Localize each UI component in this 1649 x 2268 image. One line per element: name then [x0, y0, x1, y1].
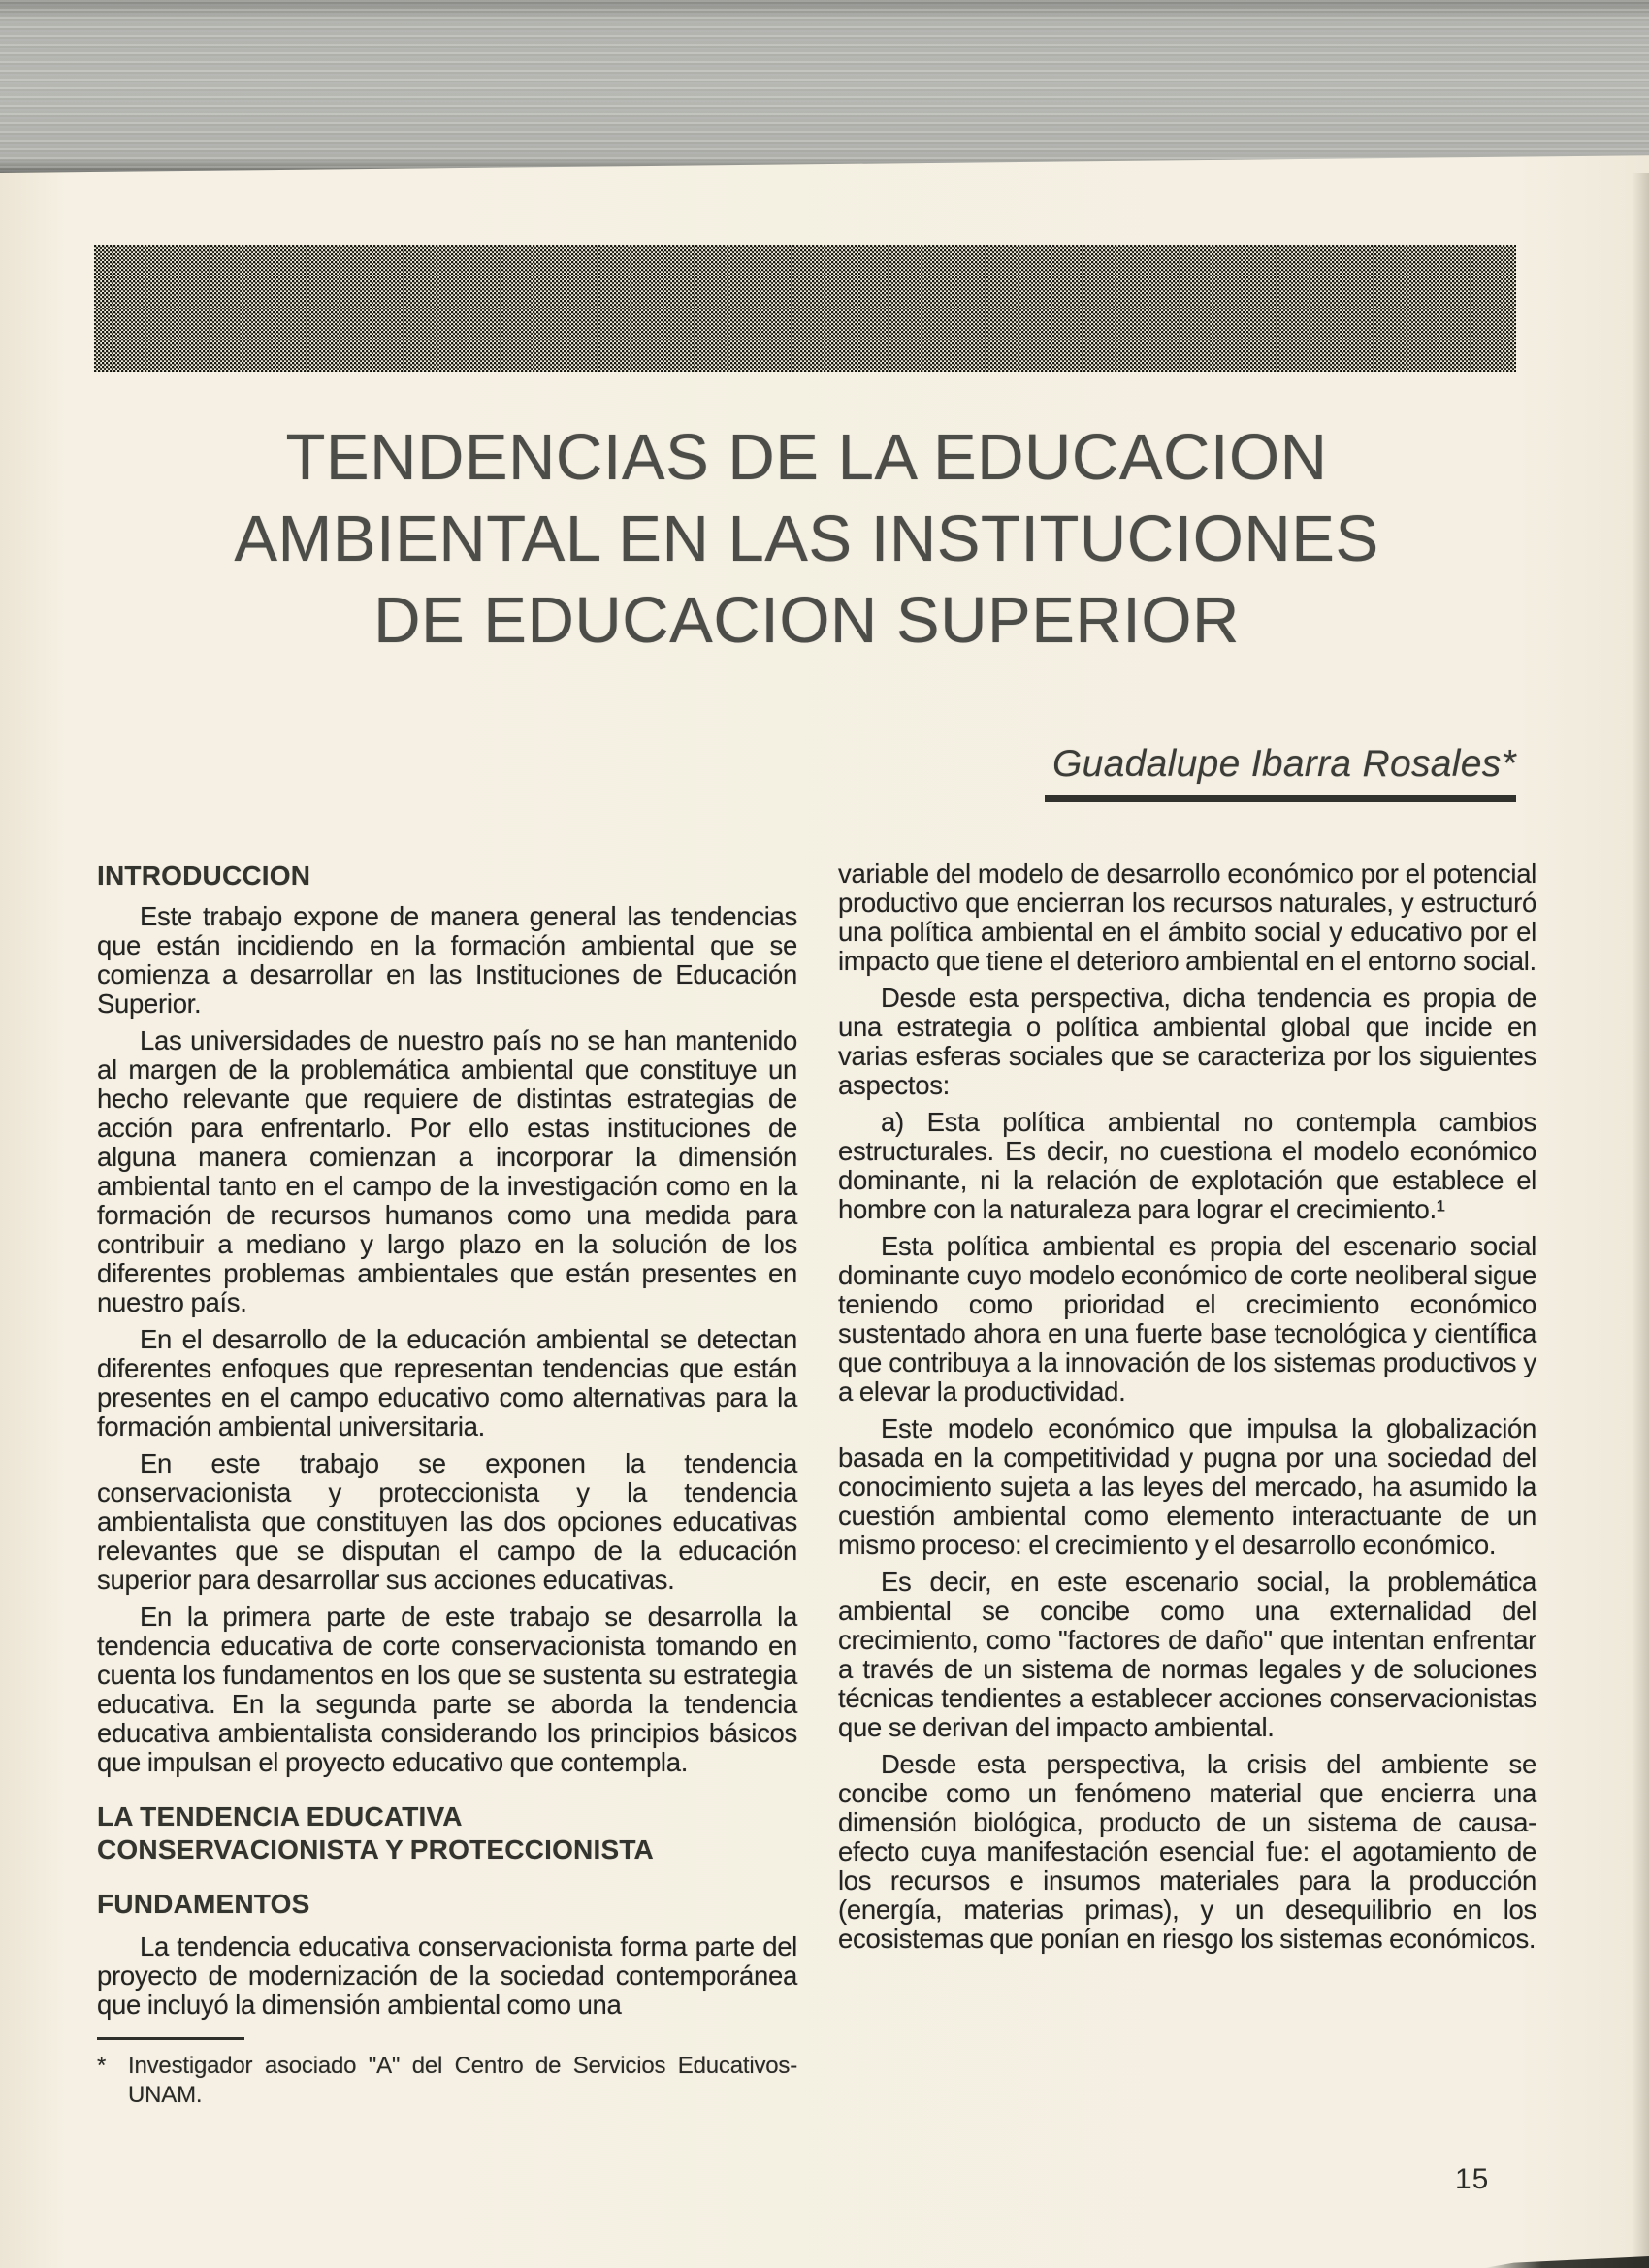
heading-tendencia-line-1: LA TENDENCIA EDUCATIVA [97, 1801, 463, 1831]
article-title [97, 417, 1516, 662]
title-line-1: TENDENCIAS DE LA EDUCACION [285, 421, 1328, 494]
article-paragraph: Es decir, en este escenario social, la problemática ambiental se concibe como una externalidad del crecimiento, como "factores de daño" que intentan enfrentar a través de un sistema de normas legales y de soluciones técnicas tendientes a establecer acciones conservacionistas que se derivan del impacto ambiental. [838, 1567, 1536, 1742]
article-paragraph: Este trabajo expone de manera general las tendencias que están incidiendo en la formación ambiental que se comienza a desarrollar en las Instituciones de Educación Superior. [97, 901, 797, 1019]
article-paragraph: a) Esta política ambiental no contempla cambios estructurales. Es decir, no cuestiona el modelo económico dominante, ni la relación de explotación que establece el hombre con la naturaleza para lograr el crecimiento.¹ [838, 1107, 1536, 1224]
article-paragraph: En la primera parte de este trabajo se desarrolla la tendencia educativa de corte conservacionista tomando en cuenta los fundamentos en los que se sustenta su estrategia educativa. En la segunda parte se aborda la tendencia educativa ambientalista considerando los principios básicos que impulsan el proyecto educativo que contempla. [97, 1602, 797, 1777]
footnote [97, 2052, 797, 2110]
footnote-block [97, 2037, 797, 2110]
author-name: Guadalupe Ibarra Rosales* [1052, 743, 1516, 785]
title-line-2: AMBIENTAL EN LAS INSTITUCIONES [234, 502, 1379, 575]
article-paragraph: Este modelo económico que impulsa la globalización basada en la competitividad y pugna por una sociedad del conocimiento sujeta a las leyes del mercado, ha asumido la cuestión ambiental como elemento interactuante de un mismo proceso: el crecimiento y el desarrollo económico. [838, 1413, 1536, 1560]
heading-tendencia-line-2: CONSERVACIONISTA Y PROTECCIONISTA [97, 1834, 654, 1864]
article-paragraph: Desde esta perspectiva, dicha tendencia es propia de una estrategia o política ambiental global que incide en varias esferas sociales que se caracteriza por los siguientes aspectos: [838, 983, 1536, 1100]
article-paragraph: La tendencia educativa conservacionista forma parte del proyecto de modernización de la sociedad contemporánea que incluyó la dimensión ambiental como una [97, 1931, 797, 2020]
author-divider-rule [1045, 795, 1516, 802]
heading-fundamentos: FUNDAMENTOS [97, 1889, 310, 1919]
footnote-text: Investigador asociado "A" del Centro de Servicios Educativos-UNAM. [128, 2053, 797, 2108]
article-paragraph: Las universidades de nuestro país no se han mantenido al margen de la problemática ambiental que constituye un hecho relevante que requiere de distintas estrategias de acción para enfrentarlo. Por ello estas instituciones de alguna manera comienzan a incorporar la dimensión ambiental tanto en el campo de la investigación como en la formación de recursos humanos como una medida para contribuir a mediano y largo plazo en la solución de los diferentes problemas ambientales que están presentes en nuestro país. [97, 1025, 797, 1317]
article-paragraph: En el desarrollo de la educación ambiental se detectan diferentes enfoques que representan tendencias que están presentes en el campo educativo como alternativas para la formación ambiental universitaria. [97, 1324, 797, 1442]
article-paragraph: Desde esta perspectiva, la crisis del ambiente se concibe como un fenómeno material que encierra una dimensión biológica, producto de un sistema de causa-efecto cuya manifestación esencial fue: el agotamiento de los recursos e insumos materiales para la producción (energía, materias primas), y un desequilibrio en los ecosistemas que ponían en riesgo los sistemas económicos. [838, 1749, 1536, 1954]
footnote-marker: * [97, 2053, 107, 2079]
article-paragraph: Esta política ambiental es propia del escenario social dominante cuyo modelo económico de corte neoliberal sigue teniendo como prioridad el crecimiento económico sustentado ahora en una fuerte base tecnológica y científica que contribuya a la innovación de los sistemas productivos y a elevar la productividad. [838, 1231, 1536, 1407]
article-paragraph: variable del modelo de desarrollo económico por el potencial productivo que encierran los recursos naturales, y estructuró una política ambiental en el ámbito social y educativo por el impacto que tiene el deterioro ambiental en el entorno social. [838, 859, 1536, 976]
heading-tendencia-educativa [97, 1800, 797, 1866]
heading-introduccion: INTRODUCCION [97, 860, 311, 891]
halftone-banner [94, 245, 1516, 372]
page-edge-shadow [1632, 173, 1649, 2268]
scan-bottom-edge-artifact [1484, 2256, 1649, 2268]
footnote-rule [97, 2037, 244, 2040]
title-line-3: DE EDUCACION SUPERIOR [373, 584, 1240, 657]
article-paragraph: En este trabajo se exponen la tendencia conservacionista y proteccionista y la tendencia ambientalista que constituyen las dos opciones educativas relevantes que se disputan el campo de la educación superior para desarrollar sus acciones educativas. [97, 1448, 797, 1595]
left-column [97, 859, 797, 2110]
scanner-artifact-band [0, 0, 1649, 173]
right-column [838, 859, 1536, 1961]
page-number: 15 [1455, 2163, 1490, 2195]
